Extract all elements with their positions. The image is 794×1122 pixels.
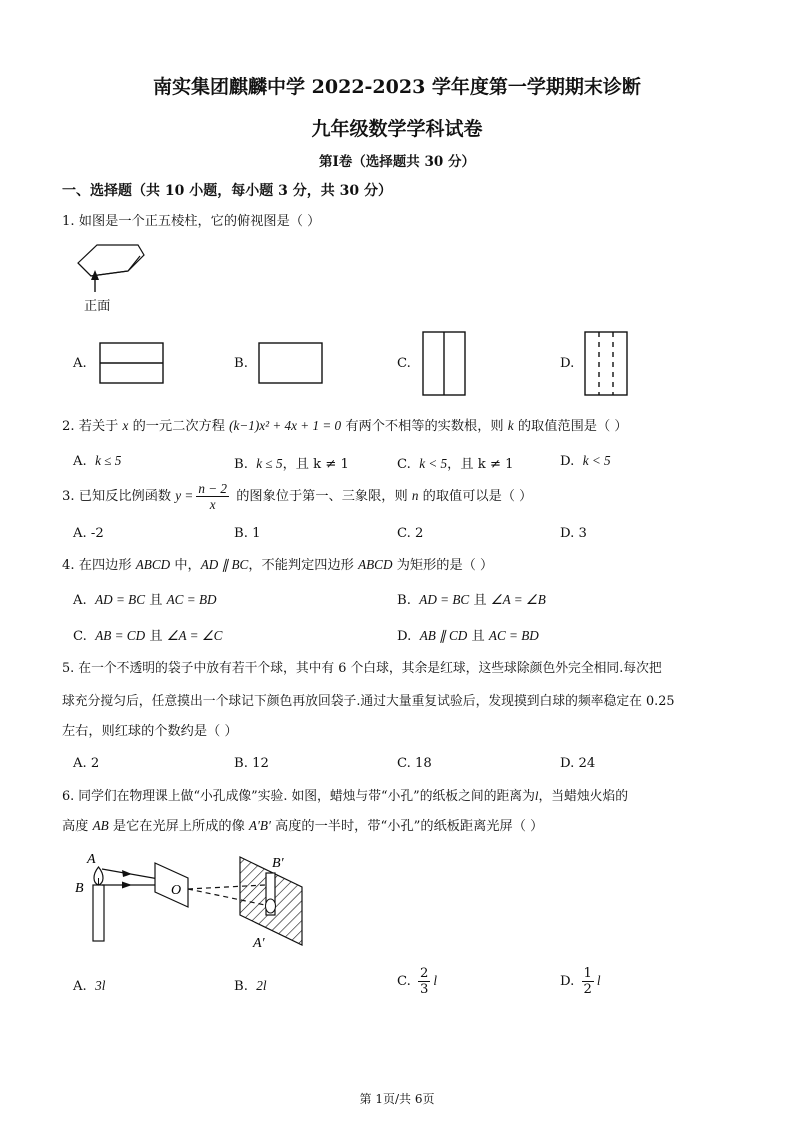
question-4-option-a[interactable]: A. AD = BC 且 AC = BD: [73, 592, 217, 608]
pinhole-camera-figure: [70, 845, 320, 950]
question-3-option-b[interactable]: B. 1: [234, 526, 261, 541]
question-6-option-a[interactable]: A. 3l: [73, 978, 106, 994]
question-6-line-2: 高度 AB 是它在光屏上所成的像 A′B′ 高度的一半时，带“小孔”的纸板距离光屏（ ）: [62, 818, 544, 834]
question-1-option-b[interactable]: B.: [234, 356, 248, 371]
option-b-figure: [256, 340, 326, 386]
question-4-option-d[interactable]: D. AB ∥ CD 且 AC = BD: [397, 628, 539, 644]
question-3-option-a[interactable]: A. -2: [73, 526, 104, 541]
question-5-line-3: 左右，则红球的个数约是（ ）: [62, 724, 238, 739]
label-o: O: [171, 883, 182, 898]
option-a-figure: [97, 340, 167, 386]
exam-title: 南实集团麒麟中学 2022-2023 学年度第一学期期末诊断: [153, 76, 641, 98]
question-2-option-d[interactable]: D. k < 5: [560, 453, 611, 469]
question-6-option-d[interactable]: D. $\frac{1}{2}$ l: [560, 966, 601, 998]
question-4-stem: 4. 在四边形 ABCD 中，AD ∥ BC，不能判定四边形 ABCD 为矩形的是（ ）: [62, 557, 494, 573]
section-heading: 一、选择题（共 10 小题，每小题 3 分，共 30 分）: [62, 183, 392, 199]
volume-heading: 第Ⅰ卷（选择题共 30 分）: [318, 154, 475, 170]
front-view-label: 正面: [84, 299, 111, 314]
question-6-option-c[interactable]: C. $\frac{2}{3}$ l: [397, 966, 438, 998]
exam-subtitle: 九年级数学学科试卷: [311, 118, 483, 140]
question-2-option-c[interactable]: C. k < 5，且 k ≠ 1: [397, 456, 514, 472]
option-c-figure: [420, 329, 470, 399]
label-a-prime: A′: [253, 936, 265, 950]
label-b: B: [75, 881, 84, 896]
question-3-stem: 3. 已知反比例函数 y = $\frac{n - 2}{x}$ 的图象位于第一、三象限，则 n 的取值可以是（ ）: [62, 481, 533, 513]
question-2-option-a[interactable]: A. k ≤ 5: [73, 453, 122, 469]
candle-body: [93, 885, 104, 941]
option-d-figure: [582, 329, 632, 399]
question-4-option-c[interactable]: C. AB = CD 且 ∠A = ∠C: [73, 628, 223, 644]
fraction: $\frac{n - 2}{x}$: [198, 481, 228, 513]
question-6-line-1: 6. 同学们在物理课上做“小孔成像”实验. 如图，蜡烛与带“小孔”的纸板之间的距离为l，当蜡烛火焰的: [62, 789, 629, 804]
question-5-line-1: 5. 在一个不透明的袋子中放有若干个球，其中有 6 个白球，其余是红球，这些球除颜色外完全相同.每次把: [62, 661, 662, 676]
question-5-option-c[interactable]: C. 18: [397, 756, 432, 771]
question-5-option-a[interactable]: A. 2: [73, 756, 100, 771]
question-2-option-b[interactable]: B. k ≤ 5，且 k ≠ 1: [234, 456, 349, 472]
question-1-stem: 1. 如图是一个正五棱柱，它的俯视图是（ ）: [62, 214, 321, 229]
label-b-prime: B′: [272, 856, 284, 871]
question-3-option-c[interactable]: C. 2: [397, 526, 424, 541]
label-a: A: [87, 852, 96, 867]
question-5-option-d[interactable]: D. 24: [560, 756, 596, 771]
pentagonal-prism-figure: [70, 240, 150, 295]
question-2-stem: 2. 若关于 x 的一元二次方程 (k−1)x² + 4x + 1 = 0 有两个不相等的实数根，则 k 的取值范围是（ ）: [62, 418, 628, 434]
question-4-option-b[interactable]: B. AD = BC 且 ∠A = ∠B: [397, 592, 546, 608]
question-6-option-b[interactable]: B. 2l: [234, 978, 267, 994]
page-number: 第 1页/共 6页: [359, 1092, 435, 1106]
question-1-option-c[interactable]: C.: [397, 356, 411, 371]
question-5-line-2: 球充分搅匀后，任意摸出一个球记下颜色再放回袋子.通过大量重复试验后，发现摸到白球的频率稳定在 0.25: [62, 694, 675, 709]
question-5-option-b[interactable]: B. 12: [234, 756, 269, 771]
question-3-option-d[interactable]: D. 3: [560, 526, 587, 541]
equation: (k−1)x² + 4x + 1 = 0: [229, 418, 342, 433]
question-1-option-a[interactable]: A.: [73, 356, 87, 371]
question-1-option-d[interactable]: D.: [560, 356, 575, 371]
